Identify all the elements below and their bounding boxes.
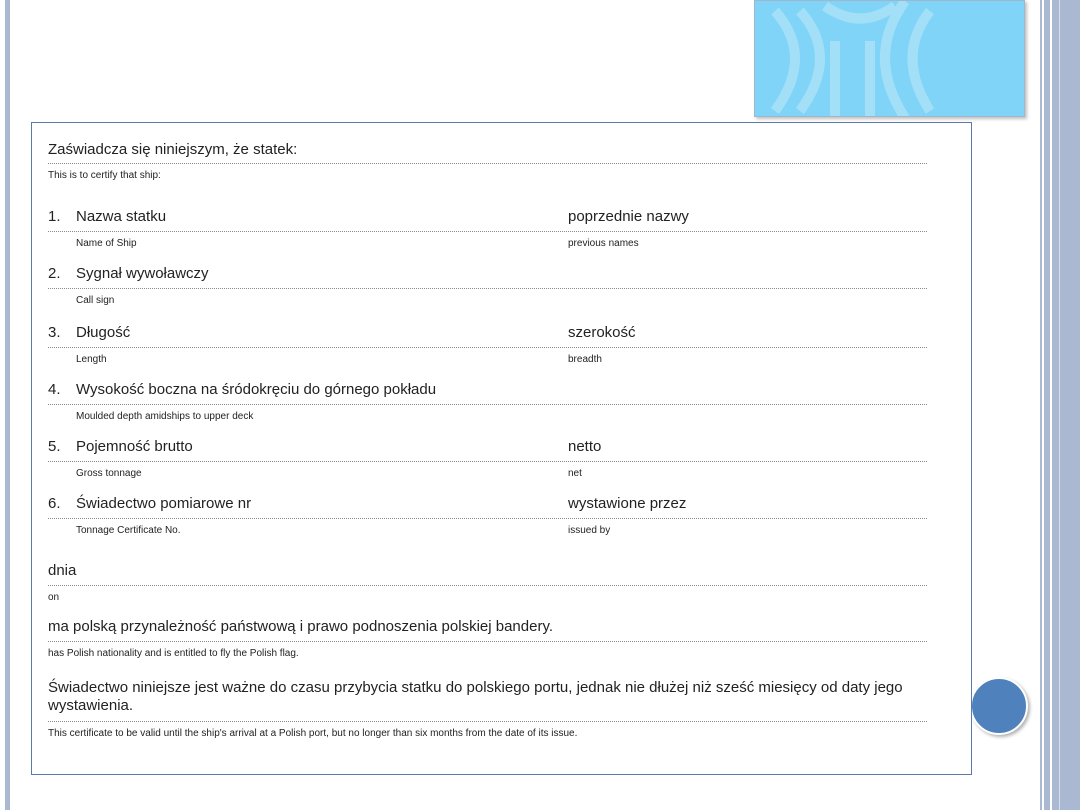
certificate-document xyxy=(31,122,972,775)
item-number: 5. xyxy=(48,438,61,455)
item-row xyxy=(48,490,927,519)
item-number: 6. xyxy=(48,495,61,512)
item-label-en: Moulded depth amidships to upper deck xyxy=(76,411,254,422)
item-label-pl: Świadectwo pomiarowe nr xyxy=(76,495,252,512)
date-label-pl: dnia xyxy=(48,562,77,579)
item-label-pl: Pojemność brutto xyxy=(76,438,193,455)
item-label-pl: Wysokość boczna na śródokręciu do górnego pokładu xyxy=(76,381,437,398)
nationality-text-en: has Polish nationality and is entitled to fly the Polish flag. xyxy=(48,648,299,659)
nationality-text-pl: ma polską przynależność państwową i prawo podnoszenia polskiej bandery. xyxy=(48,618,554,635)
slide-right-stripe xyxy=(1050,0,1052,810)
item-label-en: Call sign xyxy=(76,295,115,306)
validity-text-pl: Świadectwo niniejsze jest ważne do czasu przybycia statku do polskiego portu, jednak nie dłużej niż sześć miesięcy od daty jego wystawienia. xyxy=(48,679,903,714)
date-row xyxy=(48,555,927,586)
logo-pattern-icon xyxy=(755,1,1025,117)
validity-row xyxy=(48,673,927,722)
nationality-row xyxy=(48,613,927,642)
decorative-circle xyxy=(970,677,1028,735)
item-label-en: Length xyxy=(76,354,107,365)
intro-text-pl: Zaświadcza się niniejszym, że statek: xyxy=(48,141,298,158)
item-label-right-en: previous names xyxy=(568,238,639,249)
item-number: 3. xyxy=(48,324,61,341)
logo-image xyxy=(754,0,1025,117)
validity-text-en: This certificate to be valid until the ship's arrival at a Polish port, but no longer than six months from the date of its issue. xyxy=(48,728,578,739)
item-label-right-pl: poprzednie nazwy xyxy=(568,208,689,225)
item-row xyxy=(48,376,927,405)
item-row xyxy=(48,319,927,348)
intro-text-en: This is to certify that ship: xyxy=(48,170,161,181)
item-label-right-en: issued by xyxy=(568,525,611,536)
item-label-right-pl: netto xyxy=(568,438,602,455)
date-label-en: on xyxy=(48,592,60,603)
slide-left-bar xyxy=(5,0,10,810)
item-label-pl: Nazwa statku xyxy=(76,208,167,225)
item-label-en: Gross tonnage xyxy=(76,468,142,479)
item-row xyxy=(48,260,927,289)
slide-right-bar xyxy=(1040,0,1080,810)
item-label-en: Tonnage Certificate No. xyxy=(76,525,181,536)
slide-right-stripe xyxy=(1042,0,1044,810)
item-label-pl: Długość xyxy=(76,324,131,341)
item-label-right-pl: szerokość xyxy=(568,324,636,341)
slide-right-stripe xyxy=(1059,0,1060,810)
item-number: 2. xyxy=(48,265,61,282)
item-label-right-en: breadth xyxy=(568,354,602,365)
item-number: 4. xyxy=(48,381,61,398)
item-row xyxy=(48,203,927,232)
item-label-right-pl: wystawione przez xyxy=(568,495,687,512)
item-label-right-en: net xyxy=(568,468,582,479)
item-row xyxy=(48,433,927,462)
item-label-pl: Sygnał wywoławczy xyxy=(76,265,209,282)
item-label-en: Name of Ship xyxy=(76,238,137,249)
intro-row xyxy=(48,135,927,164)
item-number: 1. xyxy=(48,208,61,225)
